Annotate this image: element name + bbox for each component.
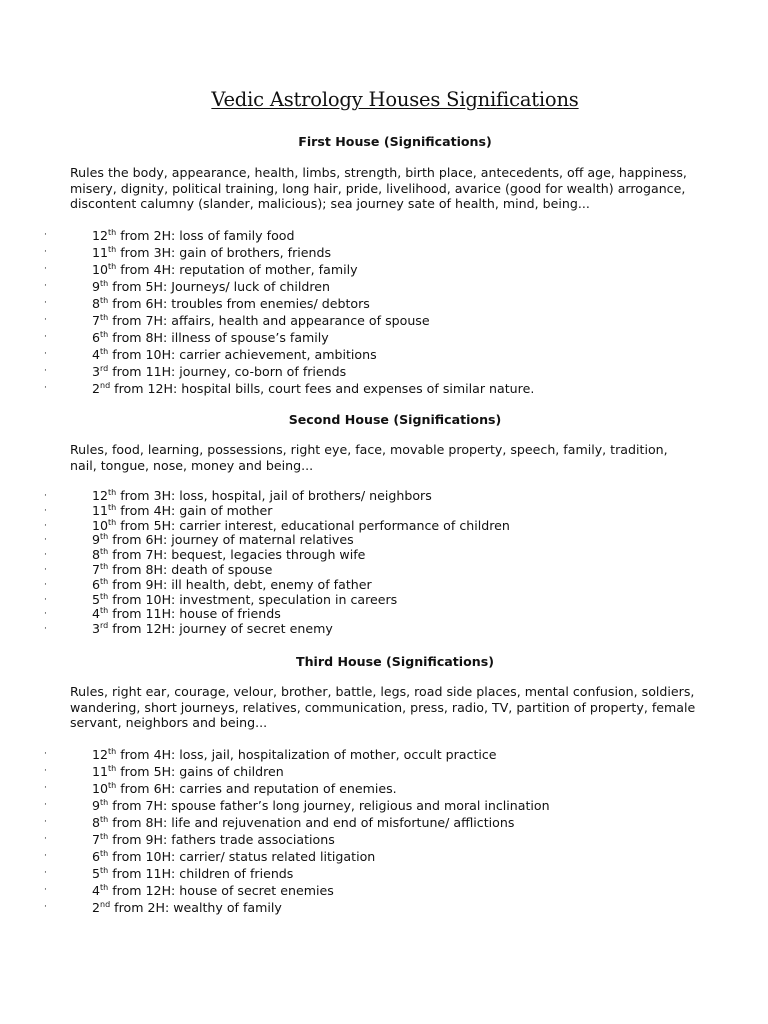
- bullet: ·: [44, 834, 47, 844]
- list-item-text: 6th from 9H: ill health, debt, enemy of father: [92, 576, 372, 592]
- list-item-text: 9th from 5H: Journeys/ luck of children: [92, 279, 330, 294]
- bullet: ·: [44, 298, 47, 308]
- list-item: [0, 746, 768, 763]
- list-item-text: 12th from 3H: loss, hospital, jail of brothers/ neighbors: [92, 488, 432, 503]
- list-item-text: 12th from 4H: loss, jail, hospitalization of mother, occult practice: [92, 747, 497, 762]
- list-item-text: 11th from 3H: gain of brothers, friends: [92, 245, 332, 260]
- bullet: ·: [44, 366, 47, 376]
- bullet: ·: [44, 230, 47, 240]
- list-item: [0, 848, 768, 865]
- bullet: ·: [44, 851, 47, 861]
- bullet: ·: [44, 491, 47, 501]
- list-item: [0, 899, 768, 916]
- list-item-text: 5th from 11H: children of friends: [92, 866, 294, 881]
- list-item-text: 7th from 8H: death of spouse: [92, 561, 273, 577]
- document-title: Vedic Astrology Houses Significations: [211, 88, 579, 111]
- bullet: ·: [44, 783, 47, 793]
- list-item: [0, 882, 768, 899]
- list-item: [0, 329, 768, 346]
- list-item: [0, 548, 768, 563]
- list-item: [0, 278, 768, 295]
- list-item-text: 10th from 5H: carrier interest, educational performance of children: [92, 517, 510, 533]
- list-item-text: 11th from 4H: gain of mother: [92, 502, 273, 518]
- list-item-text: 4th from 10H: carrier achievement, ambitions: [92, 347, 377, 362]
- bullet: ·: [44, 817, 47, 827]
- section-intro: [70, 165, 730, 212]
- list-item: [0, 563, 768, 578]
- bullet: ·: [44, 315, 47, 325]
- section-intro: [70, 684, 730, 731]
- list-item: [0, 831, 768, 848]
- list-item-text: 2nd from 2H: wealthy of family: [92, 900, 282, 915]
- bullet: ·: [44, 885, 47, 895]
- intro-line: discontent calumny (slander, malicious); sea journey sate of health, mind, being...: [70, 196, 590, 211]
- list-item: [0, 261, 768, 278]
- list-item-text: 10th from 6H: carries and reputation of enemies.: [92, 781, 397, 796]
- bullet: ·: [44, 349, 47, 359]
- list-item: [0, 763, 768, 780]
- list-item: [0, 607, 768, 622]
- list-item-text: 6th from 10H: carrier/ status related litigation: [92, 849, 376, 864]
- bullet: ·: [44, 800, 47, 810]
- bullet: ·: [44, 281, 47, 291]
- bullet: ·: [44, 247, 47, 257]
- bullet: ·: [44, 550, 47, 561]
- intro-line: nail, tongue, nose, money and being...: [70, 457, 314, 473]
- bullet: ·: [44, 505, 47, 516]
- list-item: [0, 780, 768, 797]
- section-heading: Third House (Significations): [295, 654, 494, 669]
- list-item: [0, 504, 768, 519]
- bullet: ·: [44, 594, 47, 605]
- intro-line: Rules, food, learning, possessions, right eye, face, movable property, speech, family, tradition,: [70, 442, 668, 457]
- bullet: ·: [44, 766, 47, 776]
- section-heading: First House (Significations): [298, 134, 492, 149]
- list-item-text: 7th from 7H: affairs, health and appearance of spouse: [92, 313, 430, 328]
- list-item: [0, 363, 768, 380]
- list-item-text: 3rd from 12H: journey of secret enemy: [92, 621, 333, 637]
- list-item: [0, 814, 768, 831]
- list-item-text: 11th from 5H: gains of children: [92, 764, 284, 779]
- bullet: ·: [44, 332, 47, 342]
- intro-line: servant, neighbors and being...: [70, 715, 268, 730]
- bullet: ·: [44, 609, 47, 620]
- list-item: [0, 533, 768, 548]
- list-item: [0, 295, 768, 312]
- list-item-text: 2nd from 12H: hospital bills, court fees and expenses of similar nature.: [92, 381, 535, 396]
- list-item: [0, 865, 768, 882]
- list-item: [0, 489, 768, 504]
- list-item: [0, 380, 768, 397]
- significations-list: [0, 227, 768, 397]
- list-item-text: 8th from 7H: bequest, legacies through wife: [92, 547, 366, 563]
- significations-list: [0, 489, 768, 637]
- list-item-text: 9th from 7H: spouse father’s long journey, religious and moral inclination: [92, 798, 550, 813]
- section-intro: [70, 442, 730, 473]
- significations-list: [0, 746, 768, 916]
- list-item: [0, 244, 768, 261]
- list-item: [0, 622, 768, 637]
- bullet: ·: [44, 383, 47, 393]
- intro-line: misery, dignity, political training, long hair, pride, livelihood, avarice (good for wealth) arrogance,: [70, 180, 686, 196]
- list-item-text: 12th from 2H: loss of family food: [92, 228, 295, 243]
- list-item-text: 3rd from 11H: journey, co-born of friends: [92, 364, 347, 379]
- list-item-text: 4th from 11H: house of friends: [92, 606, 281, 622]
- list-item-text: 5th from 10H: investment, speculation in careers: [92, 591, 398, 607]
- list-item: [0, 519, 768, 534]
- bullet: ·: [44, 624, 47, 635]
- list-item-text: 7th from 9H: fathers trade associations: [92, 832, 335, 847]
- section-heading: Second House (Significations): [288, 412, 502, 427]
- list-item-text: 8th from 6H: troubles from enemies/ debtors: [92, 296, 370, 311]
- bullet: ·: [44, 868, 47, 878]
- list-item: [0, 312, 768, 329]
- list-item-text: 8th from 8H: life and rejuvenation and end of misfortune/ afflictions: [92, 815, 515, 830]
- list-item-text: 4th from 12H: house of secret enemies: [92, 883, 334, 898]
- intro-line: Rules the body, appearance, health, limbs, strength, birth place, antecedents, off age, happiness,: [70, 165, 687, 180]
- bullet: ·: [44, 579, 47, 590]
- list-item: [0, 797, 768, 814]
- bullet: ·: [44, 902, 47, 912]
- bullet: ·: [44, 264, 47, 274]
- bullet: ·: [44, 749, 47, 759]
- list-item-text: 6th from 8H: illness of spouse’s family: [92, 330, 329, 345]
- list-item: [0, 227, 768, 244]
- list-item: [0, 578, 768, 593]
- bullet: ·: [44, 564, 47, 575]
- bullet: ·: [44, 520, 47, 531]
- list-item-text: 10th from 4H: reputation of mother, family: [92, 262, 358, 277]
- bullet: ·: [44, 535, 47, 546]
- list-item-text: 9th from 6H: journey of maternal relatives: [92, 532, 354, 548]
- list-item: [0, 593, 768, 608]
- list-item: [0, 346, 768, 363]
- intro-line: Rules, right ear, courage, velour, brother, battle, legs, road side places, mental confusion, soldiers,: [70, 684, 695, 699]
- intro-line: wandering, short journeys, relatives, communication, press, radio, TV, partition of property, female: [70, 699, 696, 715]
